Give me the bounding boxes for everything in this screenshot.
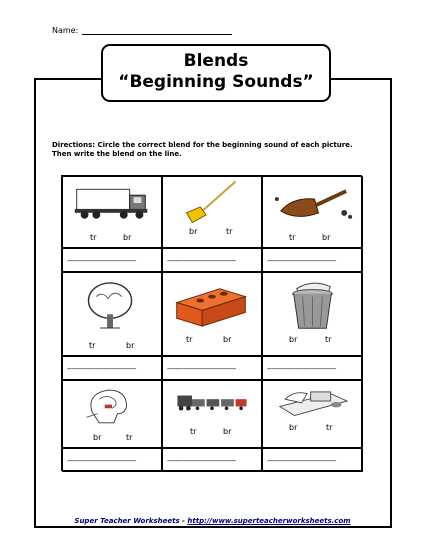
- picture-cell: [262, 272, 363, 356]
- answer-line[interactable]: ----------------------------------: [167, 457, 236, 465]
- answer-cell[interactable]: [62, 356, 162, 380]
- blend-option[interactable]: tr: [186, 335, 193, 344]
- blend-option[interactable]: br: [289, 423, 298, 432]
- footer-link[interactable]: http://www.superteacherworksheets.com: [187, 517, 351, 525]
- blend-option[interactable]: br: [223, 427, 232, 436]
- answer-cell[interactable]: [162, 248, 262, 272]
- tree-icon: [63, 273, 161, 335]
- blend-option[interactable]: br: [223, 335, 232, 344]
- answer-cell[interactable]: [162, 356, 262, 380]
- blend-option[interactable]: br: [123, 233, 132, 242]
- blend-option[interactable]: tr: [90, 233, 97, 242]
- blend-option[interactable]: tr: [226, 227, 233, 236]
- blend-option[interactable]: tr: [289, 233, 296, 242]
- picture-cell: [62, 176, 162, 248]
- trash-can-icon: [263, 273, 362, 335]
- answer-cell[interactable]: [262, 448, 363, 472]
- directions-text: Directions: Circle the correct blend for the beginning sound of each picture. Then write the blend on the line.: [52, 141, 353, 158]
- answer-line[interactable]: ----------------------------------: [67, 257, 136, 265]
- footer-brand: Super Teacher Worksheets: [74, 517, 180, 525]
- answer-line[interactable]: ----------------------------------: [167, 365, 236, 373]
- picture-cell: [162, 380, 262, 448]
- answer-line[interactable]: ----------------------------------: [67, 457, 136, 465]
- broom-icon: [163, 177, 261, 232]
- blend-option[interactable]: br: [126, 341, 135, 350]
- picture-cell: [162, 272, 262, 356]
- train-icon: [163, 381, 261, 431]
- blend-option[interactable]: br: [93, 433, 102, 442]
- title-box: [101, 44, 331, 102]
- truck-icon: [63, 177, 161, 232]
- answer-cell[interactable]: [262, 248, 363, 272]
- answer-line[interactable]: ----------------------------------: [267, 257, 336, 265]
- answer-cell[interactable]: [262, 356, 363, 380]
- brick-icon: [163, 273, 261, 335]
- blend-option[interactable]: tr: [126, 433, 133, 442]
- brain-icon: [63, 381, 161, 431]
- picture-grid: [61, 175, 362, 471]
- picture-cell: [62, 380, 162, 448]
- picture-cell: [262, 176, 363, 248]
- answer-cell[interactable]: [162, 448, 262, 472]
- answer-line[interactable]: ----------------------------------: [67, 365, 136, 373]
- blend-option[interactable]: br: [322, 233, 331, 242]
- footer-separator: -: [179, 517, 188, 525]
- blend-option[interactable]: tr: [190, 427, 197, 436]
- blend-option[interactable]: tr: [326, 423, 333, 432]
- name-line[interactable]: [82, 34, 232, 35]
- answer-cell[interactable]: [62, 448, 162, 472]
- picture-cell: [62, 272, 162, 356]
- tray-icon: [263, 381, 362, 431]
- footer: [0, 517, 425, 525]
- answer-line[interactable]: ----------------------------------: [267, 365, 336, 373]
- blend-option[interactable]: tr: [325, 335, 332, 344]
- name-label: Name:: [52, 26, 79, 35]
- title-line-2: “Beginning Sounds”: [118, 72, 314, 92]
- blend-option[interactable]: br: [289, 335, 298, 344]
- title-line-1: Blends: [183, 51, 249, 71]
- brush-icon: [263, 177, 362, 232]
- blend-option[interactable]: br: [189, 227, 198, 236]
- blend-option[interactable]: tr: [89, 341, 96, 350]
- picture-cell: [162, 176, 262, 248]
- picture-cell: [262, 380, 363, 448]
- answer-cell[interactable]: [62, 248, 162, 272]
- answer-line[interactable]: ----------------------------------: [267, 457, 336, 465]
- answer-line[interactable]: ----------------------------------: [167, 257, 236, 265]
